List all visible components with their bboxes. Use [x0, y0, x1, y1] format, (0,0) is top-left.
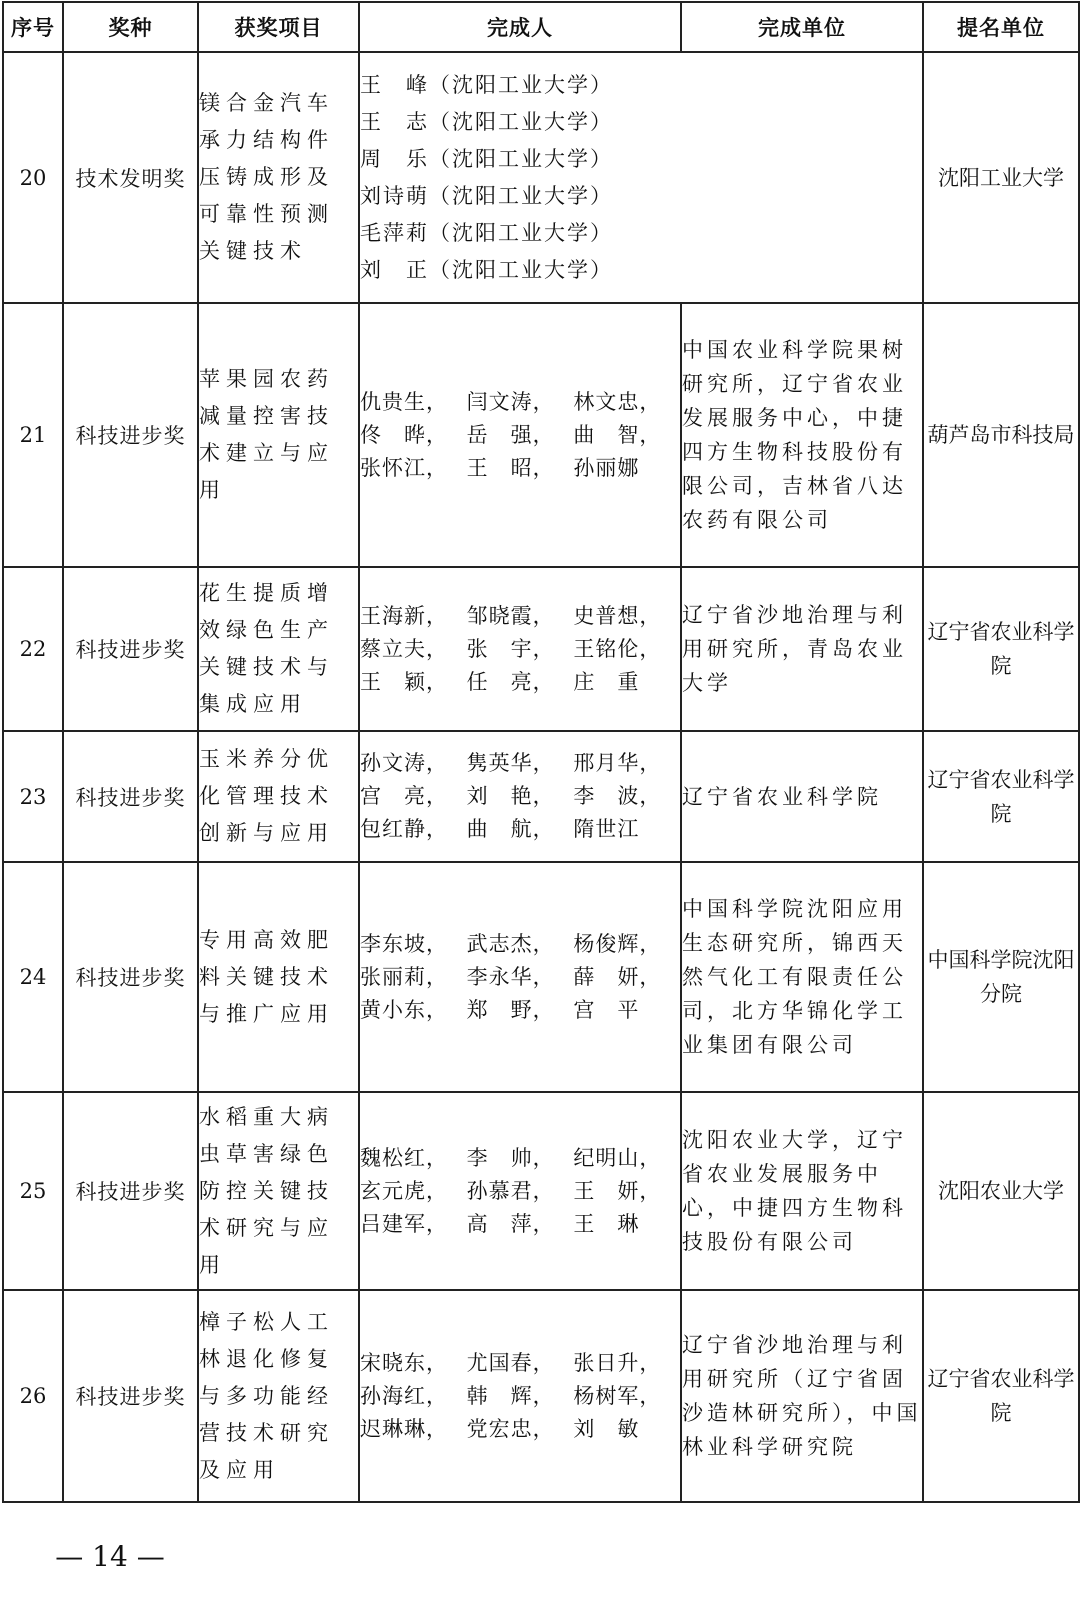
person-name: 蔡立夫，	[360, 636, 448, 661]
person-name: 薛 妍，	[573, 964, 662, 989]
nominator: 辽宁省农业科学院	[923, 731, 1079, 862]
nominator: 辽宁省农业科学院	[923, 567, 1079, 731]
people-list	[359, 52, 923, 303]
people-list	[359, 1092, 681, 1290]
project-name: 水稻重大病虫草害绿色防控关键技术研究与应用	[198, 1092, 359, 1290]
people-list	[359, 567, 681, 731]
person-name: 刘 艳，	[466, 784, 555, 808]
person-name: 宋晓东，	[360, 1350, 448, 1375]
person-entry: 王 志（沈阳工业大学）	[360, 109, 613, 134]
person-name: 王 颖，	[360, 669, 448, 694]
person-name: 闫文涛，	[466, 389, 555, 414]
person-name: 隽英华，	[466, 751, 555, 775]
person-name: 迟琳琳，	[360, 1416, 448, 1441]
row-number: 25	[3, 1092, 63, 1290]
project-name: 樟子松人工林退化修复与多功能经营技术研究及应用	[198, 1290, 359, 1502]
completing-unit: 辽宁省沙地治理与利用研究所（辽宁省固沙造林研究所），中国林业科学研究院	[681, 1290, 923, 1502]
person-name: 张日升，	[573, 1350, 662, 1375]
person-name: 佟 晔，	[360, 422, 448, 447]
table-row	[3, 1290, 1079, 1502]
person-name: 曲 智，	[573, 422, 662, 447]
person-name: 仇贵生，	[360, 389, 448, 414]
project-name: 苹果园农药减量控害技术建立与应用	[198, 303, 359, 567]
person-name: 林文忠，	[573, 389, 662, 414]
row-number: 21	[3, 303, 63, 567]
person-name: 吕建军，	[360, 1211, 448, 1236]
person-name: 史普想，	[573, 603, 662, 628]
row-number: 20	[3, 52, 63, 303]
person-name: 孙文涛，	[360, 751, 448, 775]
person-name: 王 妍，	[573, 1178, 662, 1203]
person-name: 杨树军，	[573, 1383, 662, 1408]
person-name: 玄元虎，	[360, 1178, 448, 1203]
project-name: 专用高效肥料关键技术与推广应用	[198, 862, 359, 1092]
completing-unit: 中国农业科学院果树研究所，辽宁省农业发展服务中心，中捷四方生物科技股份有限公司，吉林省八达农药有限公司	[681, 303, 923, 567]
completing-unit: 沈阳农业大学，辽宁省农业发展服务中心，中捷四方生物科技股份有限公司	[681, 1092, 923, 1290]
award-type: 科技进步奖	[63, 303, 198, 567]
person-name: 刘 敏	[573, 1416, 640, 1441]
person-name: 纪明山，	[573, 1145, 662, 1170]
table-row	[3, 52, 1079, 303]
person-name: 党宏忠，	[466, 1416, 555, 1441]
person-name: 包红静，	[360, 817, 448, 841]
person-name: 曲 航，	[466, 817, 555, 841]
row-number: 24	[3, 862, 63, 1092]
person-name: 邢月华，	[573, 751, 662, 775]
award-type: 科技进步奖	[63, 862, 198, 1092]
person-name: 邹晓霞，	[466, 603, 555, 628]
completing-unit: 辽宁省农业科学院	[681, 731, 923, 862]
header-no: 序号	[3, 2, 63, 52]
nominator: 沈阳农业大学	[923, 1092, 1079, 1290]
person-name: 隋世江	[573, 817, 640, 841]
person-name: 任 亮，	[466, 669, 555, 694]
header-people: 完成人	[359, 2, 681, 52]
header-unit: 完成单位	[681, 2, 923, 52]
person-name: 韩 辉，	[466, 1383, 555, 1408]
project-name: 镁合金汽车承力结构件压铸成形及可靠性预测关键技术	[198, 52, 359, 303]
row-number: 22	[3, 567, 63, 731]
person-entry: 周 乐（沈阳工业大学）	[360, 146, 613, 171]
header-project: 获奖项目	[198, 2, 359, 52]
nominator: 中国科学院沈阳分院	[923, 862, 1079, 1092]
table-row	[3, 567, 1079, 731]
nominator: 葫芦岛市科技局	[923, 303, 1079, 567]
header-nominator: 提名单位	[923, 2, 1079, 52]
person-name: 孙丽娜	[573, 455, 640, 480]
person-name: 李 波，	[573, 784, 662, 808]
table-row	[3, 1092, 1079, 1290]
person-name: 李东坡，	[360, 931, 448, 956]
person-name: 郑 野，	[466, 997, 555, 1022]
row-number: 23	[3, 731, 63, 862]
person-name: 王 昭，	[466, 455, 555, 480]
page-number: — 14 —	[55, 1540, 165, 1573]
completing-unit: 中国科学院沈阳应用生态研究所，锦西天然气化工有限责任公司，北方华锦化学工业集团有限公司	[681, 862, 923, 1092]
person-name: 庄 重	[573, 669, 640, 694]
person-name: 黄小东，	[360, 997, 448, 1022]
completing-unit: 辽宁省沙地治理与利用研究所，青岛农业大学	[681, 567, 923, 731]
header-type: 奖种	[63, 2, 198, 52]
person-entry: 毛萍莉（沈阳工业大学）	[360, 220, 613, 245]
person-entry: 刘 正（沈阳工业大学）	[360, 257, 613, 282]
table-row	[3, 303, 1079, 567]
person-name: 魏松红，	[360, 1145, 448, 1170]
person-name: 王海新，	[360, 603, 448, 628]
award-type: 科技进步奖	[63, 567, 198, 731]
person-name: 宫 平	[573, 997, 640, 1022]
person-entry: 王 峰（沈阳工业大学）	[360, 72, 613, 97]
people-list	[359, 862, 681, 1092]
table-row	[3, 731, 1079, 862]
header-row	[3, 2, 1079, 52]
row-number: 26	[3, 1290, 63, 1502]
awards-table	[2, 1, 1080, 1503]
person-name: 王 琳	[573, 1211, 640, 1236]
person-name: 李永华，	[466, 964, 555, 989]
person-name: 张丽莉，	[360, 964, 448, 989]
person-name: 孙海红，	[360, 1383, 448, 1408]
project-name: 玉米养分优化管理技术创新与应用	[198, 731, 359, 862]
person-name: 岳 强，	[466, 422, 555, 447]
nominator: 沈阳工业大学	[923, 52, 1079, 303]
nominator: 辽宁省农业科学院	[923, 1290, 1079, 1502]
person-name: 高 萍，	[466, 1211, 555, 1236]
person-name: 武志杰，	[466, 931, 555, 956]
people-list	[359, 1290, 681, 1502]
award-type: 技术发明奖	[63, 52, 198, 303]
award-type: 科技进步奖	[63, 1290, 198, 1502]
people-list	[359, 303, 681, 567]
person-name: 张怀江，	[360, 455, 448, 480]
person-name: 尤国春，	[466, 1350, 555, 1375]
project-name: 花生提质增效绿色生产关键技术与集成应用	[198, 567, 359, 731]
person-name: 张 宇，	[466, 636, 555, 661]
people-list	[359, 731, 681, 862]
person-entry: 刘诗萌（沈阳工业大学）	[360, 183, 613, 208]
person-name: 王铭伦，	[573, 636, 662, 661]
person-name: 杨俊辉，	[573, 931, 662, 956]
person-name: 孙慕君，	[466, 1178, 555, 1203]
person-name: 宫 亮，	[360, 784, 448, 808]
award-type: 科技进步奖	[63, 1092, 198, 1290]
person-name: 李 帅，	[466, 1145, 555, 1170]
award-type: 科技进步奖	[63, 731, 198, 862]
table-row	[3, 862, 1079, 1092]
